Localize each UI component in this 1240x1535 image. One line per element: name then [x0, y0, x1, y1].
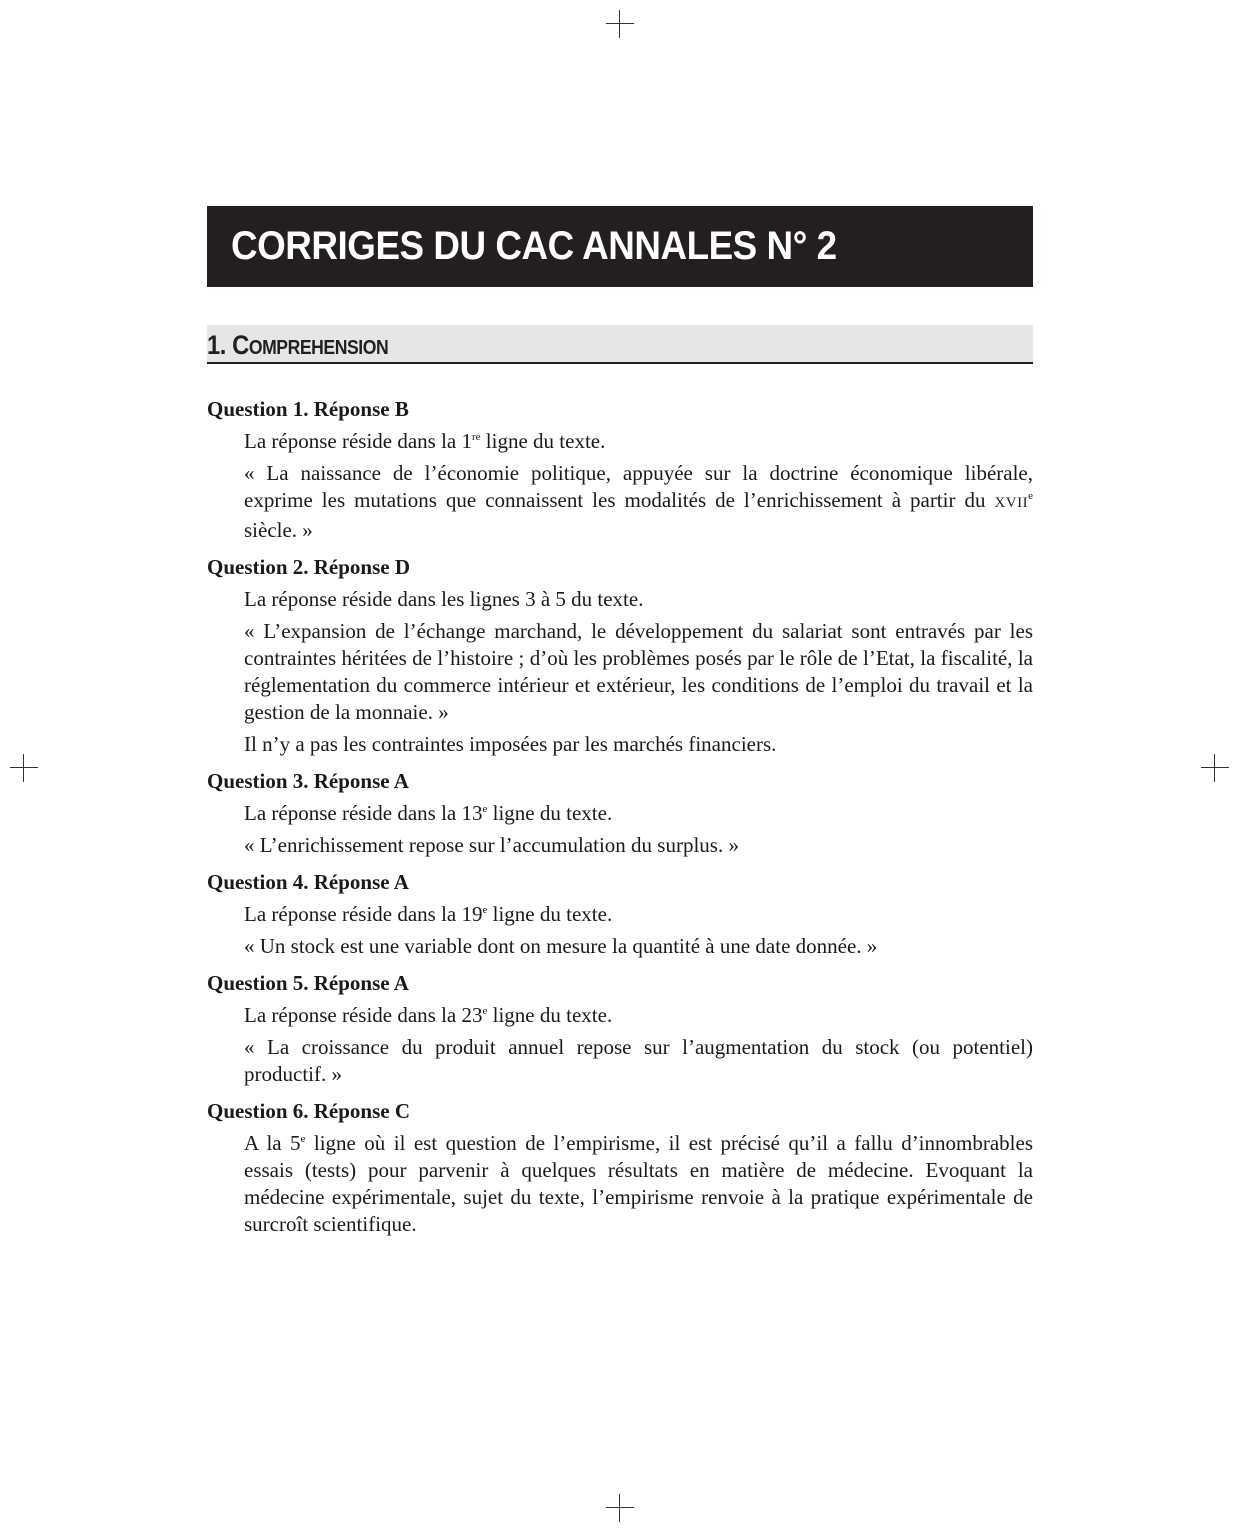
answer-quote: « La croissance du produit annuel repose sur l’augmentation du stock (ou potentiel) productif. » — [244, 1035, 1033, 1086]
page-title: CORRIGES DU CAC ANNALES N° 2 — [231, 224, 837, 268]
question-heading: Question 5. Réponse A — [207, 971, 409, 995]
question-heading: Question 6. Réponse C — [207, 1099, 411, 1123]
text: La réponse réside dans la 13 — [244, 801, 483, 825]
text: siècle. » — [244, 518, 313, 542]
superscript: e — [482, 1005, 488, 1017]
superscript: e — [300, 1133, 306, 1145]
answer-reference — [244, 1002, 1033, 1029]
answer-note: Il n’y a pas les contraintes imposées par les marchés financiers. — [244, 732, 777, 756]
question-heading: Question 2. Réponse D — [207, 555, 411, 579]
question-2 — [207, 554, 1033, 758]
page-content — [207, 206, 1033, 1238]
text: ligne où il est question de l’empirisme, il est précisé qu’il a fallu d’innombrables essais (tests) pour parvenir à quelques résultats en matière de médecine. Evoquant la médecine expérimentale, sujet du texte, l’empirisme renvoie à la pratique expérimentale de surcroît scientifique. — [244, 1131, 1033, 1236]
text: La réponse réside dans la 23 — [244, 1003, 483, 1027]
section-title-number: 1. C — [207, 330, 249, 360]
answer-reference — [244, 901, 1033, 928]
superscript: e — [482, 803, 488, 815]
section-title — [207, 332, 388, 359]
text: A la 5 — [244, 1131, 301, 1155]
text: ligne du texte. — [480, 429, 606, 453]
text: ligne du texte. — [487, 1003, 613, 1027]
text: ligne du texte. — [487, 902, 613, 926]
questions-list — [207, 396, 1033, 1238]
question-4 — [207, 869, 1033, 960]
question-heading: Question 3. Réponse A — [207, 769, 409, 793]
question-3 — [207, 768, 1033, 859]
superscript: e — [482, 904, 488, 916]
section-header — [207, 325, 1033, 364]
superscript: e — [1028, 490, 1033, 502]
superscript: re — [472, 431, 481, 443]
question-heading: Question 4. Réponse A — [207, 870, 409, 894]
text: La réponse réside dans la 19 — [244, 902, 483, 926]
answer-quote — [244, 460, 1033, 544]
crop-mark-left — [10, 754, 38, 782]
text: La réponse réside dans la 1 — [244, 429, 472, 453]
answer-reference: La réponse réside dans les lignes 3 à 5 du texte. — [244, 587, 644, 611]
answer-reference — [244, 800, 1033, 827]
answer-quote: « Un stock est une variable dont on mesure la quantité à une date donnée. » — [244, 934, 878, 958]
answer-quote: « L’expansion de l’échange marchand, le développement du salariat sont entravés par les contraintes héritées de l’histoire ; d’où les problèmes posés par le rôle de l’Etat, la fiscalité, la réglementation du commerce intérieur et extérieur, les conditions de l’emploi du travail et la gestion de la monnaie. » — [244, 619, 1033, 724]
answer-explanation — [244, 1130, 1033, 1238]
answer-quote: « L’enrichissement repose sur l’accumulation du surplus. » — [244, 833, 739, 857]
crop-mark-top — [606, 10, 634, 38]
text: « La naissance de l’économie politique, appuyée sur la doctrine économique libérale, exprime les mutations que connaissent les modalités de l’enrichissement à partir du — [244, 461, 1033, 512]
answer-reference — [244, 428, 1033, 455]
question-5 — [207, 970, 1033, 1088]
crop-mark-bottom — [606, 1494, 634, 1522]
question-heading: Question 1. Réponse B — [207, 397, 409, 421]
question-6 — [207, 1098, 1033, 1238]
title-band — [207, 206, 1033, 287]
question-1 — [207, 396, 1033, 544]
century-numeral: XVII — [994, 495, 1029, 511]
text: ligne du texte. — [487, 801, 613, 825]
section-title-rest: OMPREHENSION — [248, 337, 389, 359]
crop-mark-right — [1201, 754, 1229, 782]
